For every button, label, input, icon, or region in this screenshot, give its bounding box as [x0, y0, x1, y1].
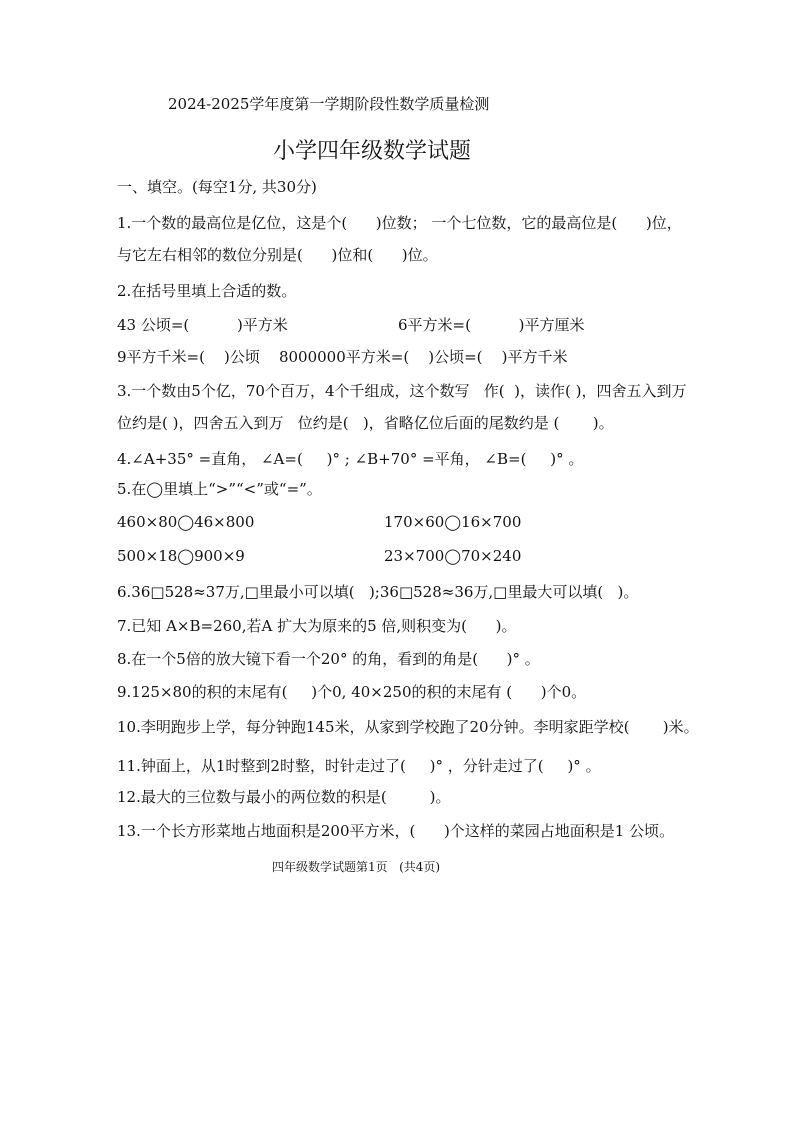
question-1-line-1: 1.一个数的最高位是亿位，这是个( )位数； 一个七位数，它的最高位是( )位， [117, 214, 682, 232]
question-3-line-2: 位约是( )，四舍五入到万 位约是( )，省略亿位后面的尾数约是 ( )。 [117, 414, 614, 432]
question-2-part-b: 6平方米=( )平方厘米 [398, 316, 585, 334]
question-13: 13.一个长方形菜地占地面积是200平方米，( )个这样的菜园占地面积是1 公顷。 [117, 822, 675, 840]
section-heading: 一、填空。(每空1分, 共30分) [117, 178, 317, 196]
question-3-line-1: 3.一个数由5个亿，70个百万，4个千组成，这个数写 作( )，读作( )，四舍五入到万 [117, 382, 687, 400]
page-title: 小学四年级数学试题 [273, 139, 472, 164]
question-10: 10.李明跑步上学，每分钟跑145米，从家到学校跑了20分钟。李明家距学校( )米。 [117, 718, 699, 736]
question-5-part-c: 500×18◯900×9 [117, 547, 245, 565]
question-5: 5.在◯里填上“>”“<”或“=”。 [117, 480, 322, 498]
question-12: 12.最大的三位数与最小的两位数的积是( )。 [117, 788, 451, 806]
question-5-part-a: 460×80◯46×800 [117, 513, 255, 531]
question-2-part-a: 43 公顷=( )平方米 [117, 316, 288, 334]
question-2: 2.在括号里填上合适的数。 [117, 282, 297, 300]
question-2-part-c: 9平方千米=( )公顷 8000000平方米=( )公顷=( )平方千米 [117, 348, 568, 366]
question-1-line-2: 与它左右相邻的数位分别是( )位和( )位。 [117, 246, 438, 264]
question-11: 11.钟面上，从1时整到2时整，时针走过了( )° ，分针走过了( )° 。 [117, 757, 601, 775]
page-footer: 四年级数学试题第1页 (共4页) [272, 860, 441, 874]
question-7: 7.已知 A×B=260,若A 扩大为原来的5 倍,则积变为( )。 [117, 617, 517, 635]
question-5-part-b: 170×60◯16×700 [384, 513, 522, 531]
exam-header: 2024-2025学年度第一学期阶段性数学质量检测 [168, 95, 490, 113]
question-6: 6.36□528≈37万,□里最小可以填( );36□528≈36万,□里最大可以填( )。 [117, 583, 639, 601]
question-8: 8.在一个5倍的放大镜下看一个20° 的角，看到的角是( )° 。 [117, 650, 540, 668]
question-5-part-d: 23×700◯70×240 [384, 547, 522, 565]
question-4: 4.∠A+35° =直角， ∠A=( )° ; ∠B+70° =平角， ∠B=( )° 。 [117, 450, 584, 468]
question-9: 9.125×80的积的末尾有( )个0, 40×250的积的末尾有 ( )个0。 [117, 683, 587, 701]
